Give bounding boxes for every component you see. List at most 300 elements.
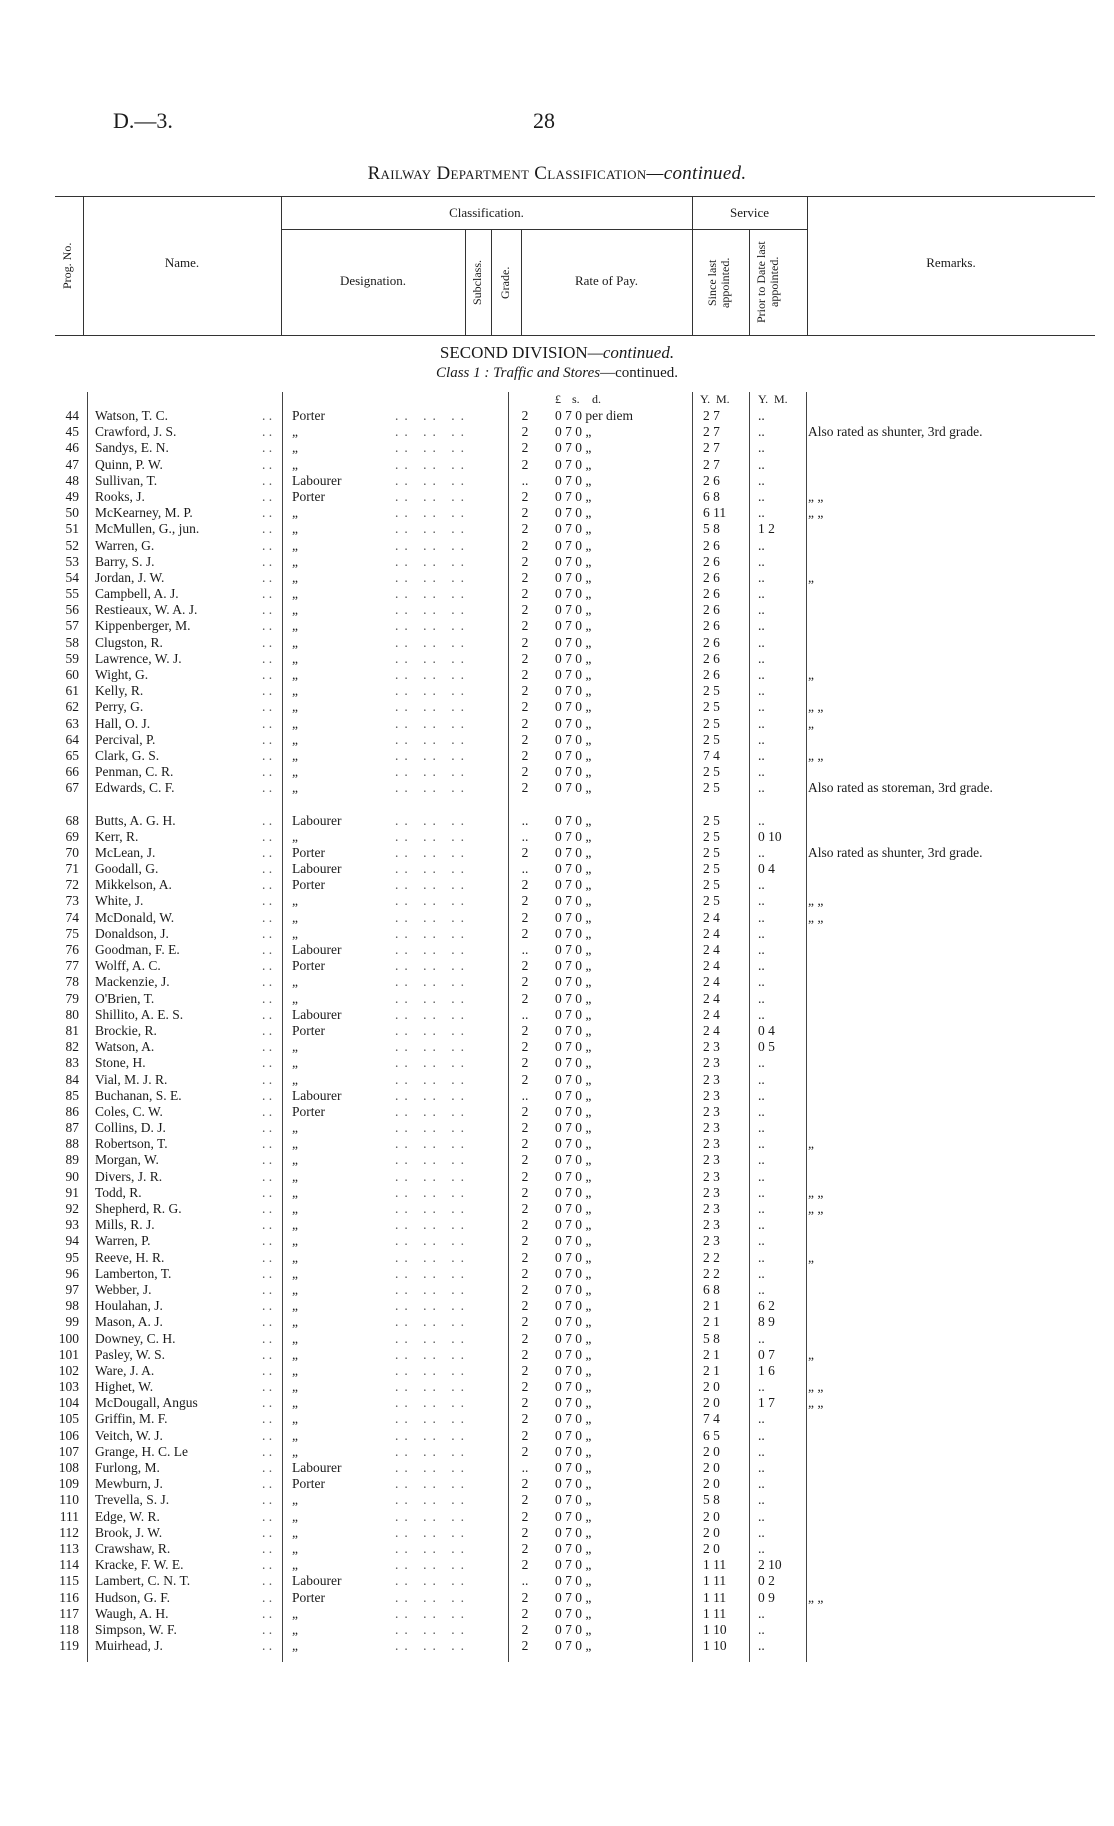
rate-of-pay-cell: 0 7 0 „ <box>555 1103 592 1119</box>
leader-dots: . . <box>262 861 273 877</box>
grade-cell: 2 <box>521 1605 529 1621</box>
table-row <box>0 1590 1114 1606</box>
grade-cell: 2 <box>521 1346 529 1362</box>
table-row <box>0 1169 1114 1185</box>
designation-cell: „ <box>292 553 298 569</box>
leader-dots: .. .. .. <box>395 667 470 682</box>
designation-cell: „ <box>292 537 298 553</box>
table-header <box>55 196 1095 336</box>
rate-of-pay-cell: 0 7 0 „ <box>555 634 592 650</box>
since-last-cell: 2 4 <box>703 958 720 974</box>
leader-dots: .. .. .. <box>395 715 470 731</box>
grade-cell: 2 <box>521 1314 529 1330</box>
grade-cell: 2 <box>521 925 529 941</box>
header-prior-to-date: Prior to Date last appointed. <box>754 241 781 323</box>
leader-dots: .. .. .. <box>395 1184 470 1200</box>
leader-dots: . . <box>262 958 273 974</box>
unit-months-prior: M. <box>774 392 788 406</box>
leader-dots: . . <box>262 1184 273 1200</box>
since-last-cell: 2 5 <box>703 699 720 715</box>
designation-cell: „ <box>292 1281 298 1297</box>
since-last-cell: 2 5 <box>703 731 720 747</box>
leader-dots: .. .. .. <box>395 828 470 844</box>
prog-no-cell: 74 <box>65 909 79 925</box>
prog-no-cell: 113 <box>59 1540 79 1556</box>
since-last-cell: 2 7 <box>703 424 720 440</box>
prior-to-date-cell: .. <box>758 958 765 974</box>
designation-cell: Labourer <box>292 1087 342 1103</box>
leader-dots: . . <box>262 1330 273 1346</box>
remarks-cell: Also rated as shunter, 3rd grade. <box>808 424 983 440</box>
designation-cell: „ <box>292 1330 298 1346</box>
leader-dots: . . <box>262 909 273 925</box>
unit-years-since: Y. <box>700 392 711 406</box>
since-last-cell: 1 10 <box>703 1638 727 1654</box>
leader-dots: . . <box>262 1265 273 1281</box>
table-row <box>0 926 1114 942</box>
designation-cell: Porter <box>292 1476 325 1492</box>
table-row <box>0 1492 1114 1508</box>
leader-dots: . . <box>262 1120 273 1136</box>
remarks-cell: „ „ <box>808 909 824 925</box>
prior-to-date-cell: .. <box>758 553 765 569</box>
name-cell: Stone, H. <box>95 1055 146 1071</box>
rate-of-pay-cell: 0 7 0 „ <box>555 456 592 472</box>
grade-cell: 2 <box>521 1427 529 1443</box>
designation-cell: „ <box>292 780 298 796</box>
prog-no-cell: 117 <box>59 1605 79 1621</box>
prog-no-cell: 105 <box>58 1411 79 1427</box>
leader-dots: . . <box>262 1427 273 1443</box>
leader-dots: .. .. .. <box>395 618 470 634</box>
prog-no-cell: 70 <box>65 844 79 860</box>
leader-dots: .. .. .. <box>395 942 470 957</box>
prog-no-cell: 91 <box>65 1184 79 1200</box>
name-cell: Watson, T. C. <box>95 408 169 423</box>
leader-dots: . . <box>262 893 273 909</box>
leader-dots: . . <box>262 1103 273 1119</box>
grade-cell: 2 <box>521 1039 529 1055</box>
grade-cell: 2 <box>521 764 529 780</box>
leader-dots: .. .. .. <box>395 1055 470 1071</box>
leader-dots: .. .. .. <box>395 1022 470 1038</box>
grade-cell: 2 <box>521 1071 529 1087</box>
leader-dots: . . <box>262 1476 273 1492</box>
leader-dots: .. .. .. <box>395 1152 470 1168</box>
prog-no-cell: 57 <box>65 618 79 634</box>
name-cell: Mewburn, J. <box>95 1476 163 1492</box>
leader-dots: . . <box>262 1168 273 1184</box>
grade-cell: 2 <box>521 424 529 440</box>
designation-cell: Labourer <box>292 812 342 828</box>
prog-no-cell: 81 <box>65 1022 79 1038</box>
grade-cell: 2 <box>521 1379 529 1395</box>
prog-no-cell: 52 <box>65 537 79 553</box>
since-last-cell: 2 6 <box>703 586 720 602</box>
designation-cell: Labourer <box>292 1006 342 1022</box>
prog-no-cell: 104 <box>58 1395 79 1411</box>
name-cell: McKearney, M. P. <box>95 505 193 521</box>
designation-cell: „ <box>292 1201 298 1216</box>
rate-of-pay-cell: 0 7 0 „ <box>555 1314 592 1330</box>
name-cell: White, J. <box>95 893 144 909</box>
grade-cell: .. <box>521 1087 529 1103</box>
grade-cell: 2 <box>521 667 529 682</box>
table-row <box>0 1136 1114 1152</box>
designation-cell: „ <box>292 764 298 780</box>
leader-dots: . . <box>262 844 273 860</box>
prior-to-date-cell: .. <box>758 1540 765 1556</box>
prior-to-date-cell: .. <box>758 1443 765 1459</box>
rate-of-pay-cell: 0 7 0 „ <box>555 1540 592 1556</box>
since-last-cell: 6 8 <box>703 1281 720 1297</box>
name-cell: Lambert, C. N. T. <box>95 1573 191 1589</box>
grade-cell: .. <box>521 1573 529 1589</box>
title-continued: —continued. <box>646 163 747 184</box>
grade-cell: 2 <box>521 1621 529 1637</box>
remarks-cell: „ <box>808 715 814 731</box>
grade-cell: 2 <box>521 1411 529 1427</box>
name-cell: Brockie, R. <box>95 1022 157 1038</box>
leader-dots: . . <box>262 521 273 537</box>
name-cell: Clugston, R. <box>95 634 163 650</box>
prior-to-date-cell: 0 5 <box>758 1039 775 1055</box>
leader-dots: .. .. .. <box>395 731 470 747</box>
leader-dots: .. .. .. <box>395 1508 470 1524</box>
remarks-cell: „ „ <box>808 1379 824 1395</box>
prior-to-date-cell: .. <box>758 1281 765 1297</box>
grade-cell: 2 <box>521 1136 529 1152</box>
table-row <box>0 764 1114 780</box>
since-last-cell: 5 8 <box>703 521 720 537</box>
grade-cell: .. <box>521 1460 529 1475</box>
since-last-cell: 2 0 <box>703 1460 720 1475</box>
designation-cell: „ <box>292 1055 298 1071</box>
name-cell: McDougall, Angus <box>95 1395 198 1411</box>
prior-to-date-cell: 0 10 <box>758 828 782 844</box>
division-name: SECOND DIVISION <box>439 343 588 362</box>
leader-dots: .. .. .. <box>395 1265 470 1281</box>
table-row <box>0 586 1114 602</box>
name-cell: Quinn, P. W. <box>95 456 163 472</box>
name-cell: Shillito, A. E. S. <box>95 1006 184 1022</box>
leader-dots: .. .. .. <box>395 1071 470 1087</box>
grade-cell: 2 <box>521 974 529 990</box>
prior-to-date-cell: .. <box>758 1411 765 1427</box>
name-cell: Rooks, J. <box>95 488 145 504</box>
rate-of-pay-cell: 0 7 0 „ <box>555 925 592 941</box>
name-cell: Goodman, F. E. <box>95 942 180 957</box>
leader-dots: .. .. .. <box>395 1573 470 1589</box>
header-designation: Designation. <box>339 273 407 288</box>
designation-cell: Porter <box>292 1022 325 1038</box>
since-last-cell: 2 3 <box>703 1055 720 1071</box>
rate-of-pay-cell: 0 7 0 „ <box>555 974 592 990</box>
grade-cell: .. <box>521 1006 529 1022</box>
grade-cell: 2 <box>521 893 529 909</box>
leader-dots: .. .. .. <box>395 1540 470 1556</box>
class-continued: —continued. <box>600 365 678 381</box>
prior-to-date-cell: .. <box>758 1460 765 1475</box>
prior-to-date-cell: .. <box>758 424 765 440</box>
designation-cell: Porter <box>292 958 325 974</box>
since-last-cell: 2 6 <box>703 472 720 488</box>
designation-cell: „ <box>292 634 298 650</box>
designation-cell: Labourer <box>292 942 342 957</box>
prog-no-cell: 118 <box>59 1621 79 1637</box>
name-cell: Mackenzie, J. <box>95 974 170 990</box>
table-row <box>0 1201 1114 1217</box>
table-row <box>0 1314 1114 1330</box>
since-last-cell: 2 6 <box>703 569 720 585</box>
grade-cell: 2 <box>521 488 529 504</box>
since-last-cell: 2 4 <box>703 974 720 990</box>
leader-dots: . . <box>262 942 273 957</box>
grade-cell: 2 <box>521 634 529 650</box>
since-last-cell: 2 6 <box>703 553 720 569</box>
table-row <box>0 1622 1114 1638</box>
leader-dots: .. .. .. <box>395 1314 470 1330</box>
grade-cell: 2 <box>521 1055 529 1071</box>
remarks-cell: „ <box>808 1136 814 1152</box>
header-classification: Classification. <box>449 205 524 220</box>
name-cell: Muirhead, J. <box>95 1638 163 1654</box>
prog-no-cell: 96 <box>65 1265 79 1281</box>
grade-cell: 2 <box>521 1281 529 1297</box>
rate-of-pay-cell: 0 7 0 „ <box>555 1589 592 1605</box>
leader-dots: .. .. .. <box>395 844 470 860</box>
prog-no-cell: 51 <box>65 521 79 537</box>
designation-cell: „ <box>292 990 298 1006</box>
prog-no-cell: 86 <box>65 1103 79 1119</box>
designation-cell: „ <box>292 1071 298 1087</box>
rate-of-pay-cell: 0 7 0 „ <box>555 699 592 715</box>
prog-no-cell: 50 <box>65 505 79 521</box>
table-row <box>0 651 1114 667</box>
leader-dots: . . <box>262 1492 273 1508</box>
leader-dots: .. .. .. <box>395 780 470 796</box>
table-row <box>0 521 1114 537</box>
leader-dots: . . <box>262 1281 273 1297</box>
prior-to-date-cell: .. <box>758 844 765 860</box>
leader-dots: . . <box>262 650 273 666</box>
prior-to-date-cell: .. <box>758 1087 765 1103</box>
leader-dots: . . <box>262 764 273 780</box>
since-last-cell: 2 5 <box>703 893 720 909</box>
leader-dots: .. .. .. <box>395 1589 470 1605</box>
name-cell: Kelly, R. <box>95 683 144 699</box>
table-row <box>0 748 1114 764</box>
prog-no-cell: 101 <box>58 1346 79 1362</box>
leader-dots: . . <box>262 505 273 521</box>
table-row <box>0 602 1114 618</box>
designation-cell: „ <box>292 974 298 990</box>
designation-cell: Labourer <box>292 1573 342 1589</box>
remarks-cell: „ <box>808 1249 814 1265</box>
header-grade: Grade. <box>498 266 512 300</box>
designation-cell: „ <box>292 521 298 537</box>
prior-to-date-cell: .. <box>758 1233 765 1249</box>
grade-cell: 2 <box>521 1201 529 1216</box>
rate-of-pay-cell: 0 7 0 „ <box>555 909 592 925</box>
since-last-cell: 2 3 <box>703 1201 720 1216</box>
table-row <box>0 1023 1114 1039</box>
table-row <box>0 1557 1114 1573</box>
leader-dots: . . <box>262 1557 273 1573</box>
leader-dots: .. .. .. <box>395 1443 470 1459</box>
designation-cell: „ <box>292 1540 298 1556</box>
prior-to-date-cell: .. <box>758 1265 765 1281</box>
leader-dots: .. .. .. <box>395 602 470 618</box>
remarks-cell: „ <box>808 1346 814 1362</box>
rate-of-pay-cell: 0 7 0 „ <box>555 1136 592 1152</box>
unit-pounds: £ <box>555 392 561 406</box>
since-last-cell: 2 6 <box>703 667 720 682</box>
name-cell: Edwards, C. F. <box>95 780 175 796</box>
grade-cell: .. <box>521 812 529 828</box>
rate-of-pay-cell: 0 7 0 „ <box>555 1217 592 1233</box>
prior-to-date-cell: .. <box>758 1621 765 1637</box>
remarks-cell: „ „ <box>808 1395 824 1411</box>
prog-no-cell: 109 <box>58 1476 79 1492</box>
table-row <box>0 732 1114 748</box>
class-heading <box>0 365 1114 382</box>
leader-dots: . . <box>262 1314 273 1330</box>
grade-cell: 2 <box>521 715 529 731</box>
rate-of-pay-cell: 0 7 0 „ <box>555 1460 592 1475</box>
designation-cell: „ <box>292 1233 298 1249</box>
designation-cell: „ <box>292 1411 298 1427</box>
since-last-cell: 6 8 <box>703 488 720 504</box>
prior-to-date-cell: .. <box>758 1217 765 1233</box>
grade-cell: 2 <box>521 1508 529 1524</box>
designation-cell: Porter <box>292 1589 325 1605</box>
name-cell: Watson, A. <box>95 1039 155 1055</box>
prior-to-date-cell: .. <box>758 990 765 1006</box>
leader-dots: . . <box>262 569 273 585</box>
name-cell: Houlahan, J. <box>95 1298 163 1314</box>
rate-of-pay-cell: 0 7 0 „ <box>555 618 592 634</box>
prog-no-cell: 53 <box>65 553 79 569</box>
designation-cell: „ <box>292 1298 298 1314</box>
designation-cell: „ <box>292 440 298 456</box>
leader-dots: . . <box>262 683 273 699</box>
prog-no-cell: 90 <box>65 1168 79 1184</box>
table-row <box>0 1347 1114 1363</box>
prog-no-cell: 87 <box>65 1120 79 1136</box>
header-service: Service <box>730 205 769 220</box>
prog-no-cell: 49 <box>65 488 79 504</box>
rate-of-pay-cell: 0 7 0 „ <box>555 1039 592 1055</box>
table-row <box>0 1298 1114 1314</box>
rate-of-pay-cell: 0 7 0 „ <box>555 1379 592 1395</box>
table-row <box>0 1395 1114 1411</box>
grade-cell: 2 <box>521 1476 529 1492</box>
table-row <box>0 1363 1114 1379</box>
name-cell: Mills, R. J. <box>95 1217 155 1233</box>
grade-cell: 2 <box>521 877 529 893</box>
designation-cell: „ <box>292 1249 298 1265</box>
rate-of-pay-cell: 0 7 0 „ <box>555 1573 592 1589</box>
table-row <box>0 1331 1114 1347</box>
rate-of-pay-cell: 0 7 0 „ <box>555 958 592 974</box>
rate-of-pay-cell: 0 7 0 „ <box>555 1346 592 1362</box>
table-row <box>0 910 1114 926</box>
rate-of-pay-cell: 0 7 0 „ <box>555 1638 592 1654</box>
leader-dots: .. .. .. <box>395 553 470 569</box>
prog-no-cell: 85 <box>65 1087 79 1103</box>
rate-of-pay-cell: 0 7 0 „ <box>555 553 592 569</box>
since-last-cell: 2 4 <box>703 942 720 957</box>
rate-of-pay-cell: 0 7 0 „ <box>555 893 592 909</box>
rate-of-pay-cell: 0 7 0 „ <box>555 683 592 699</box>
name-cell: Kracke, F. W. E. <box>95 1557 184 1573</box>
prog-no-cell: 106 <box>58 1427 79 1443</box>
prior-to-date-cell: .. <box>758 602 765 618</box>
leader-dots: . . <box>262 618 273 634</box>
leader-dots: .. .. .. <box>395 1281 470 1297</box>
leader-dots: .. .. .. <box>395 634 470 650</box>
since-last-cell: 2 3 <box>703 1120 720 1136</box>
grade-cell: 2 <box>521 731 529 747</box>
unit-row <box>0 392 1114 408</box>
rate-of-pay-cell: 0 7 0 „ <box>555 1476 592 1492</box>
name-cell: Edge, W. R. <box>95 1508 160 1524</box>
table-row <box>0 1217 1114 1233</box>
prog-no-cell: 93 <box>65 1217 79 1233</box>
rate-of-pay-cell: 0 7 0 „ <box>555 602 592 618</box>
name-cell: McMullen, G., jun. <box>95 521 200 537</box>
leader-dots: . . <box>262 1395 273 1411</box>
rate-of-pay-cell: 0 7 0 „ <box>555 1443 592 1459</box>
prog-no-cell: 59 <box>65 650 79 666</box>
leader-dots: . . <box>262 1508 273 1524</box>
designation-cell: „ <box>292 1184 298 1200</box>
table-row <box>0 683 1114 699</box>
table-row <box>0 570 1114 586</box>
grade-cell: 2 <box>521 958 529 974</box>
table-row <box>0 489 1114 505</box>
rate-of-pay-cell: 0 7 0 „ <box>555 440 592 456</box>
leader-dots: . . <box>262 1006 273 1022</box>
division-continued: —continued. <box>587 343 675 362</box>
grade-cell: 2 <box>521 1362 529 1378</box>
leader-dots: . . <box>262 1071 273 1087</box>
leader-dots: .. .. .. <box>395 909 470 925</box>
leader-dots: . . <box>262 1087 273 1103</box>
prior-to-date-cell: .. <box>758 1330 765 1346</box>
prog-no-cell: 78 <box>65 974 79 990</box>
grade-cell: 2 <box>521 1184 529 1200</box>
designation-cell: „ <box>292 699 298 715</box>
table-row <box>0 1460 1114 1476</box>
leader-dots: . . <box>262 780 273 796</box>
prior-to-date-cell: .. <box>758 537 765 553</box>
prog-no-cell: 92 <box>65 1201 79 1216</box>
rate-of-pay-cell: 0 7 0 „ <box>555 1524 592 1540</box>
leader-dots: .. .. .. <box>395 1249 470 1265</box>
prog-no-cell: 114 <box>59 1557 79 1573</box>
name-cell: Crawford, J. S. <box>95 424 177 440</box>
leader-dots: .. .. .. <box>395 505 470 521</box>
table-row <box>0 699 1114 715</box>
leader-dots: . . <box>262 586 273 602</box>
prog-no-cell: 97 <box>65 1281 79 1297</box>
rate-of-pay-cell: 0 7 0 „ <box>555 424 592 440</box>
rate-of-pay-cell: 0 7 0 „ <box>555 990 592 1006</box>
table-row <box>0 1638 1114 1654</box>
leader-dots: . . <box>262 1362 273 1378</box>
